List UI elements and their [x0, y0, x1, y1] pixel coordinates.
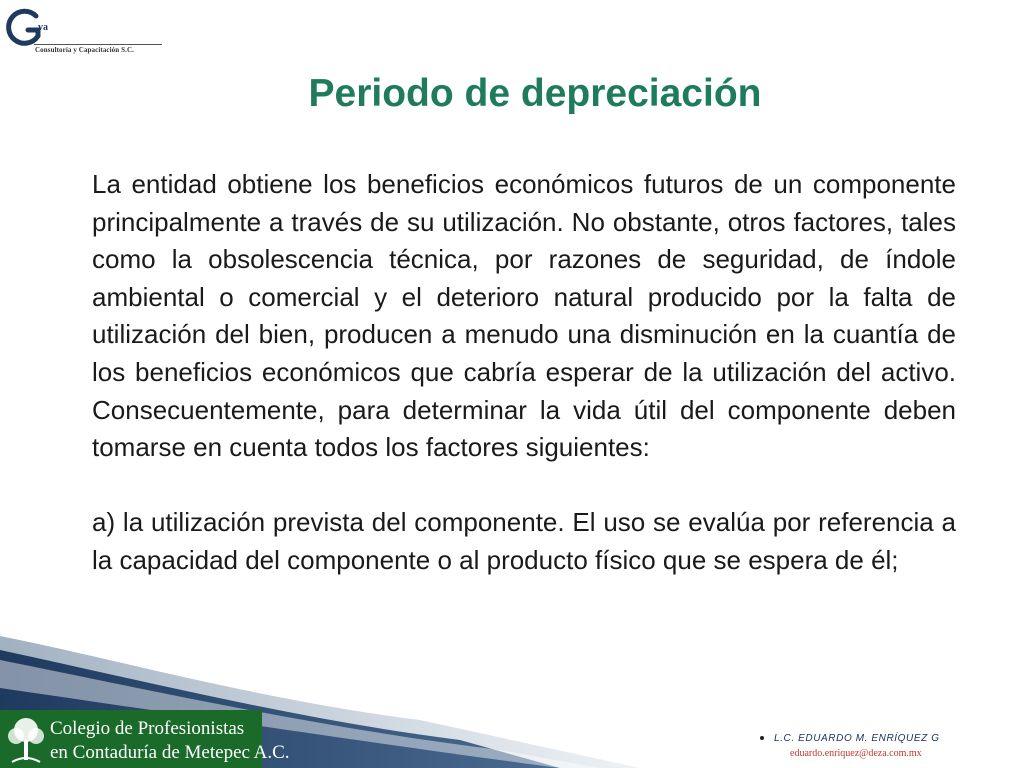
- logo-company-name: Consultoría y Capacitación S.C.: [35, 46, 134, 54]
- slide-body: [92, 166, 956, 580]
- institution-banner: [0, 710, 290, 768]
- body-paragraph-2: a) la utilización prevista del componente. El uso se evalúa por referencia a la capacidad del componente o al producto físico que se espera de él;: [92, 507, 956, 575]
- body-paragraph-1: La entidad obtiene los beneficios económicos futuros de un componente principalmente a través de su utilización. No obstante, otros factores, tales como la obsolescencia técnica, por razones de seguridad, de índole ambiental o comercial y el deterioro natural producido por la falta de utilización del bien, producen a menudo una disminución en la cuantía de los beneficios económicos que cabría esperar de la utilización del activo. Consecuentemente, para determinar la vida útil del componente deben tomarse en cuenta todos los factores siguientes:: [92, 169, 956, 463]
- logo-superscript: va: [38, 22, 48, 33]
- institution-name-line2: en Contaduría de Metepec A.C.: [50, 742, 290, 763]
- author-email: eduardo.enriquez@deza.com.mx: [790, 748, 922, 759]
- author-name: L.C. EDUARDO M. ENRÍQUEZ G: [774, 733, 940, 744]
- logo-divider: [34, 44, 162, 45]
- tree-logo-icon: [4, 714, 48, 766]
- institution-name-line1: Colegio de Profesionistas: [50, 718, 245, 739]
- company-logo: [4, 6, 164, 52]
- paragraph-spacer: [92, 467, 956, 505]
- slide-title: Periodo de depreciación: [308, 72, 762, 115]
- footer-dot: [760, 736, 764, 740]
